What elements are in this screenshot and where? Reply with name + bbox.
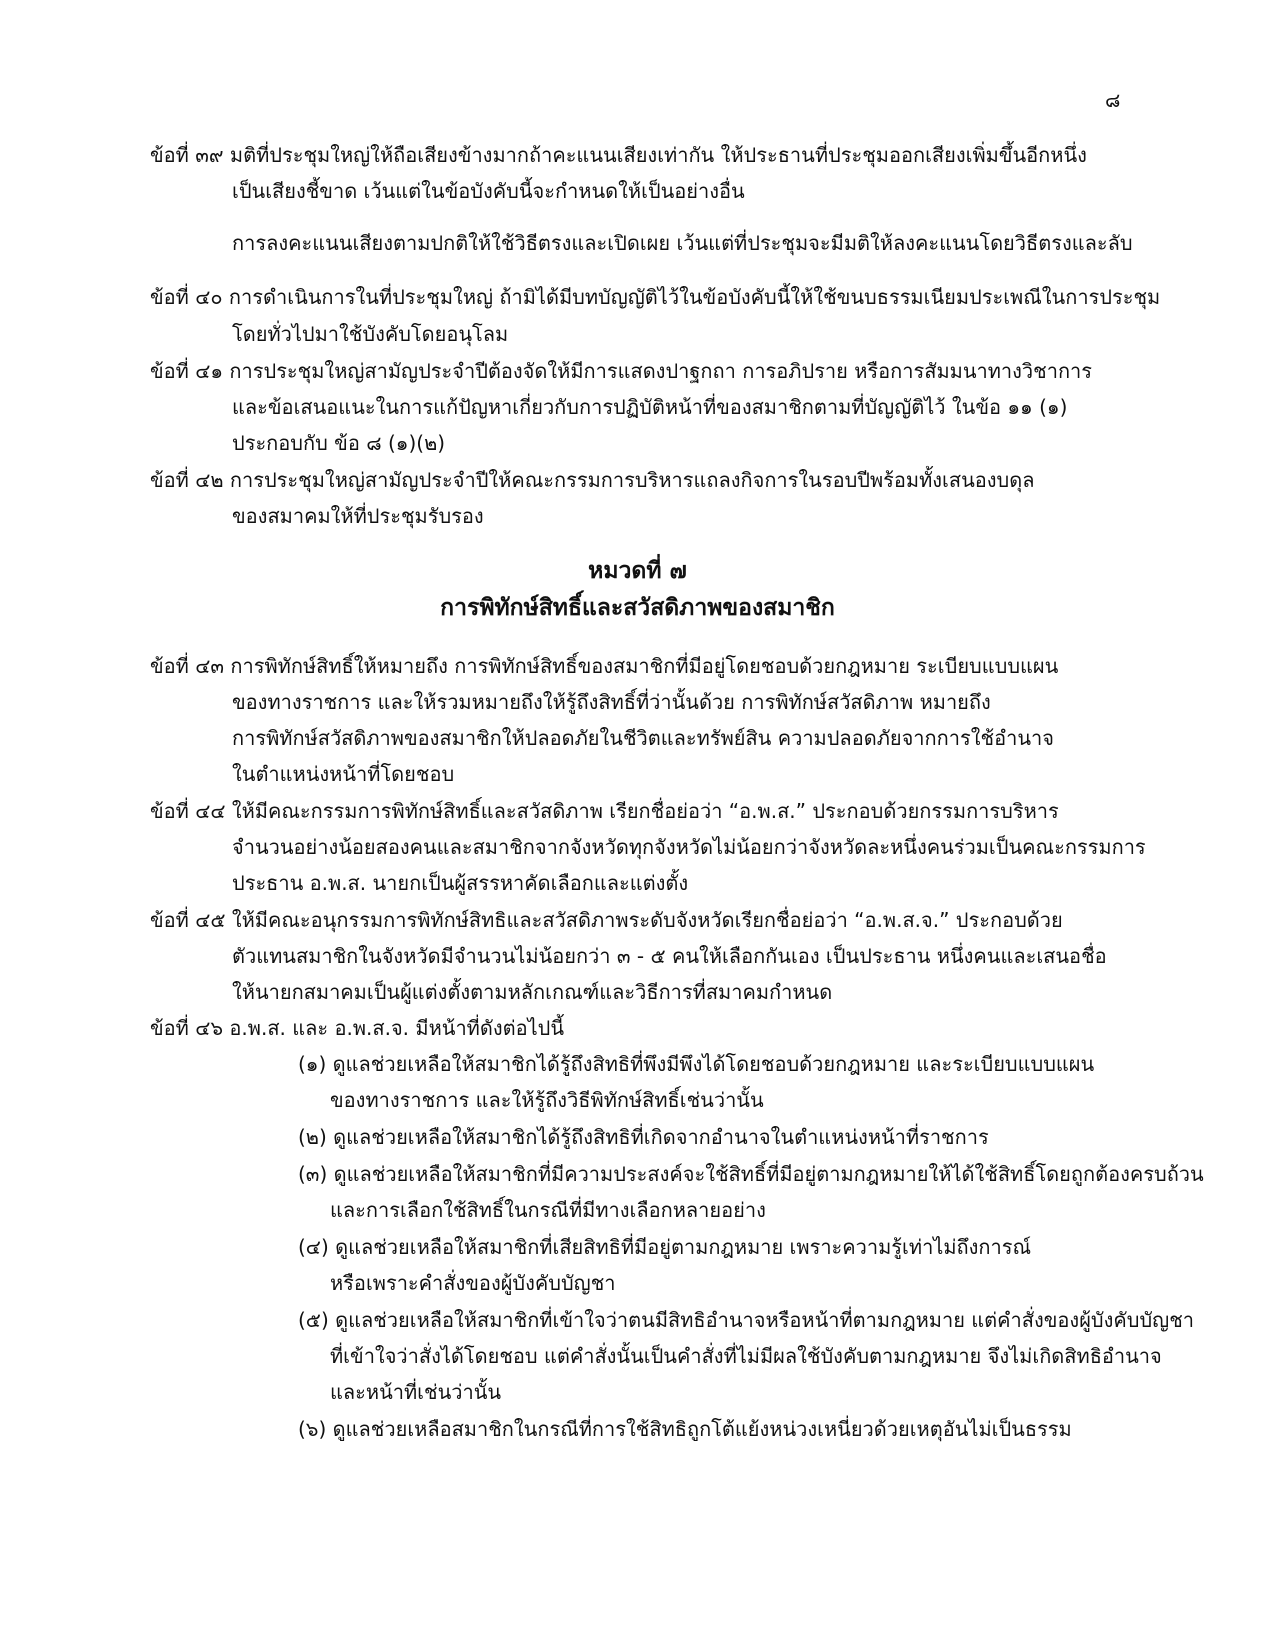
clause-43-line-3: การพิทักษ์สวัสดิภาพของสมาชิกให้ปลอดภัยในชีวิตและทรัพย์สิน ความปลอดภัยจากการใช้อำนาจ [232, 726, 1054, 750]
clause-46-item-1-line-1: (๑) ดูแลช่วยเหลือให้สมาชิกได้รู้ถึงสิทธิที่พึงมีพึงได้โดยชอบด้วยกฎหมาย และระเบียบแบบแผน [298, 1052, 1095, 1076]
clause-43-line-4: ในตำแหน่งหน้าที่โดยชอบ [232, 762, 455, 786]
clause-46-line-1: ข้อที่ ๔๖ อ.พ.ส. และ อ.พ.ส.จ. มีหน้าที่ดังต่อไปนี้ [150, 1016, 565, 1040]
clause-44-line-2: จำนวนอย่างน้อยสองคนและสมาชิกจากจังหวัดทุกจังหวัดไม่น้อยกว่าจังหวัดละหนึ่งคนร่วมเป็นคณะกรรมการ [232, 835, 1146, 859]
page-number: ๘ [1105, 88, 1121, 112]
clause-46-item-5-line-2: ที่เข้าใจว่าสั่งได้โดยชอบ แต่คำสั่งนั้นเป็นคำสั่งที่ไม่มีผลใช้บังคับตามกฎหมาย จึงไม่เกิดสิทธิอำนาจ [330, 1344, 1162, 1368]
clause-41-line-1: ข้อที่ ๔๑ การประชุมใหญ่สามัญประจำปีต้องจัดให้มีการแสดงปาฐกถา การอภิปราย หรือการสัมมนาทางวิชาการ [150, 359, 1093, 383]
clause-46-item-6: (๖) ดูแลช่วยเหลือสมาชิกในกรณีที่การใช้สิทธิถูกโต้แย้งหน่วงเหนี่ยวด้วยเหตุอันไม่เป็นธรรม [298, 1417, 1072, 1441]
clause-44-line-1: ข้อที่ ๔๔ ให้มีคณะกรรมการพิทักษ์สิทธิ์และสวัสดิภาพ เรียกชื่อย่อว่า “อ.พ.ส.” ประกอบด้วยกรรมการบริหาร [150, 799, 1059, 823]
clause-40-line-1: ข้อที่ ๔๐ การดำเนินการในที่ประชุมใหญ่ ถ้ามิได้มีบทบัญญัติไว้ในข้อบังคับนี้ให้ใช้ขนบธรรมเนียมประเพณีในการประชุม [150, 285, 1161, 309]
clause-45-line-3: ให้นายกสมาคมเป็นผู้แต่งตั้งตามหลักเกณฑ์และวิธีการที่สมาคมกำหนด [232, 980, 833, 1004]
clause-46-item-2: (๒) ดูแลช่วยเหลือให้สมาชิกได้รู้ถึงสิทธิที่เกิดจากอำนาจในตำแหน่งหน้าที่ราชการ [298, 1125, 989, 1149]
chapter-number: หมวดที่ ๗ [588, 558, 687, 584]
clause-45-line-1: ข้อที่ ๔๕ ให้มีคณะอนุกรรมการพิทักษ์สิทธิและสวัสดิภาพระดับจังหวัดเรียกชื่อย่อว่า “อ.พ.ส.จ.” ประกอบด้วย [150, 908, 1063, 932]
clause-42-line-2: ของสมาคมให้ที่ประชุมรับรอง [232, 504, 484, 528]
clause-39-paragraph-2: การลงคะแนนเสียงตามปกติให้ใช้วิธีตรงและเปิดเผย เว้นแต่ที่ประชุมจะมีมติให้ลงคะแนนโดยวิธีตรงและลับ [232, 231, 1133, 255]
clause-46-item-4-line-2: หรือเพราะคำสั่งของผู้บังคับบัญชา [330, 1271, 616, 1295]
clause-46-item-3-line-2: และการเลือกใช้สิทธิ์ในกรณีที่มีทางเลือกหลายอย่าง [330, 1198, 766, 1222]
clause-45-line-2: ตัวแทนสมาชิกในจังหวัดมีจำนวนไม่น้อยกว่า ๓ - ๕ คนให้เลือกกันเอง เป็นประธาน หนึ่งคนและเสนอชื่อ [232, 944, 1107, 968]
clause-46-item-5-line-1: (๕) ดูแลช่วยเหลือให้สมาชิกที่เข้าใจว่าตนมีสิทธิอำนาจหรือหน้าที่ตามกฎหมาย แต่คำสั่งของผู้บังคับบัญชา [298, 1308, 1194, 1332]
clause-39-line-2: เป็นเสียงชี้ขาด เว้นแต่ในข้อบังคับนี้จะกำหนดให้เป็นอย่างอื่น [232, 179, 745, 203]
clause-39-line-1: ข้อที่ ๓๙ มติที่ประชุมใหญ่ให้ถือเสียงข้างมากถ้าคะแนนเสียงเท่ากัน ให้ประธานที่ประชุมออกเสียงเพิ่มขึ้นอีกหนึ่ง [150, 143, 1087, 167]
clause-41-line-2: และข้อเสนอแนะในการแก้ปัญหาเกี่ยวกับการปฏิบัติหน้าที่ของสมาชิกตามที่บัญญัติไว้ ในข้อ ๑๑ (๑) [232, 395, 1068, 419]
clause-46-item-4-line-1: (๔) ดูแลช่วยเหลือให้สมาชิกที่เสียสิทธิที่มีอยู่ตามกฎหมาย เพราะความรู้เท่าไม่ถึงการณ์ [298, 1235, 1032, 1259]
clause-44-line-3: ประธาน อ.พ.ส. นายกเป็นผู้สรรหาคัดเลือกและแต่งตั้ง [232, 871, 689, 895]
clause-46-item-1-line-2: ของทางราชการ และให้รู้ถึงวิธีพิทักษ์สิทธิ์เช่นว่านั้น [330, 1088, 764, 1112]
clause-43-line-2: ของทางราชการ และให้รวมหมายถึงให้รู้ถึงสิทธิ์ที่ว่านั้นด้วย การพิทักษ์สวัสดิภาพ หมายถึง [232, 690, 991, 714]
clause-46-item-3-line-1: (๓) ดูแลช่วยเหลือให้สมาชิกที่มีความประสงค์จะใช้สิทธิ์ที่มีอยู่ตามกฎหมายให้ได้ใช้สิทธิ์โดยถูกต้องครบถ้วน [298, 1162, 1204, 1186]
clause-41-line-3: ประกอบกับ ข้อ ๘ (๑)(๒) [232, 431, 446, 455]
clause-46-item-5-line-3: และหน้าที่เช่นว่านั้น [330, 1380, 502, 1404]
clause-42-line-1: ข้อที่ ๔๒ การประชุมใหญ่สามัญประจำปีให้คณะกรรมการบริหารแถลงกิจการในรอบปีพร้อมทั้งเสนองบดุล [150, 468, 1035, 492]
chapter-title: การพิทักษ์สิทธิ์และสวัสดิภาพของสมาชิก [440, 595, 835, 621]
clause-40-line-2: โดยทั่วไปมาใช้บังคับโดยอนุโลม [232, 322, 509, 346]
clause-43-line-1: ข้อที่ ๔๓ การพิทักษ์สิทธิ์ให้หมายถึง การพิทักษ์สิทธิ์ของสมาชิกที่มีอยู่โดยชอบด้วยกฎหมาย ระเบียบแบบแผน [150, 654, 1059, 678]
